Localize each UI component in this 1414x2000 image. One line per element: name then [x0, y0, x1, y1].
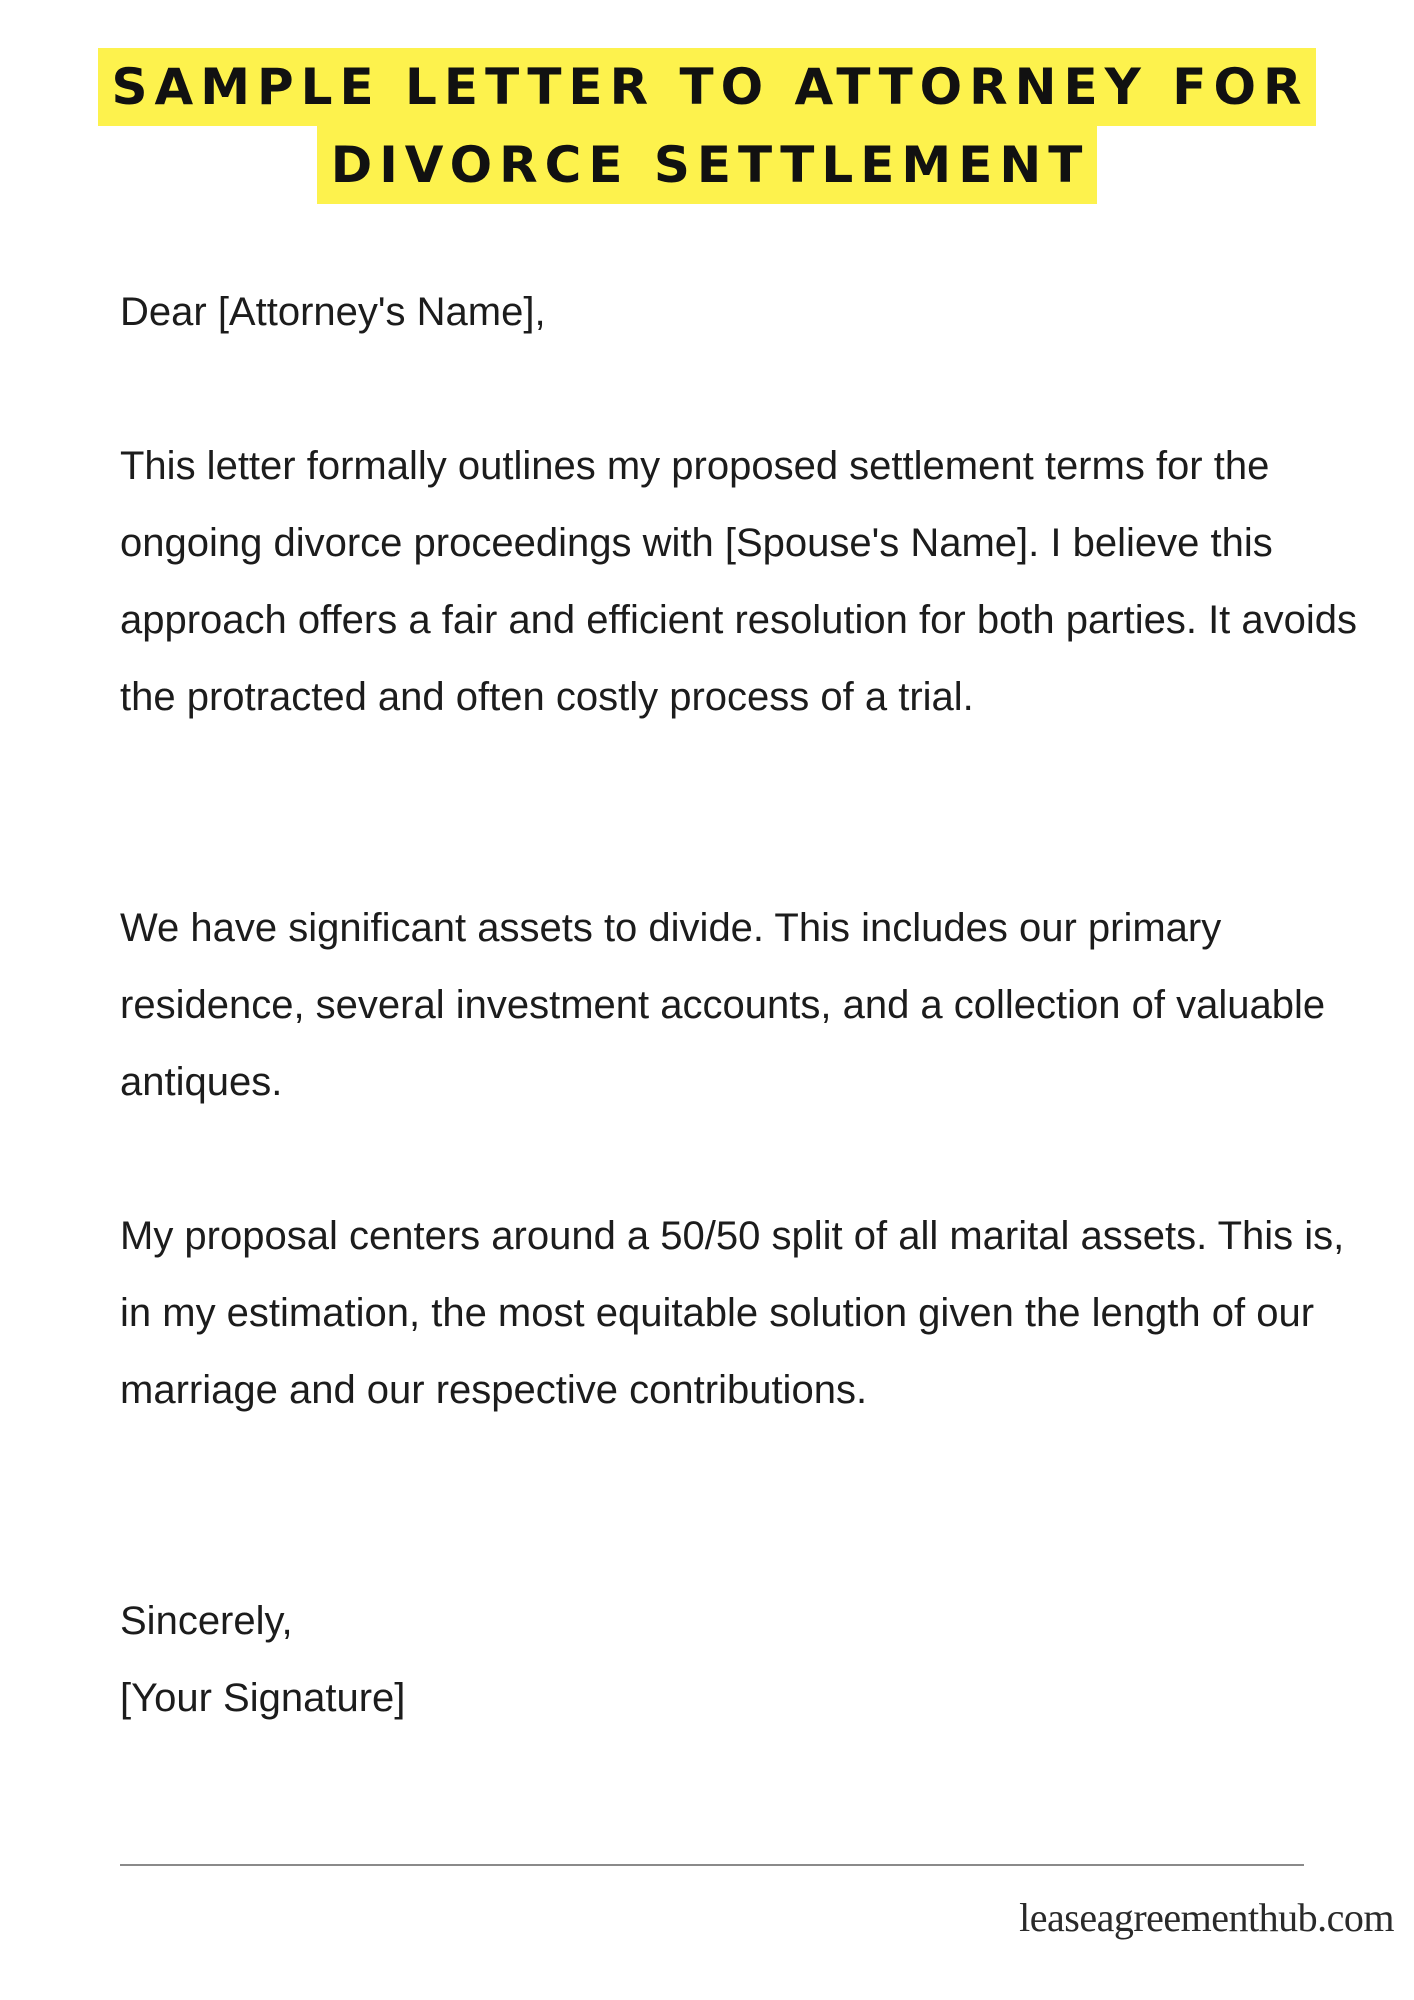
footer-divider [120, 1864, 1304, 1866]
letter-paragraph-3: My proposal centers around a 50/50 split of all marital assets. This is, in my estimation, the most equitable solution given the length of our marriage and our respective contributions. [120, 1214, 1345, 1412]
letter-paragraph-1: This letter formally outlines my proposed settlement terms for the ongoing divorce proceedings with [Spouse's Name]. I believe this approach offers a fair and efficient resolution for both parties. It avoids the protracted and often costly process of a trial. [120, 444, 1358, 719]
title-line-2: DIVORCE SETTLEMENT [317, 126, 1098, 204]
footer-brand: leaseagreementhub.com [1019, 1895, 1394, 1940]
page-title [0, 48, 1414, 204]
title-line-1: SAMPLE LETTER TO ATTORNEY FOR [98, 48, 1317, 126]
letter-signature: [Your Signature] [120, 1676, 406, 1720]
letter-paragraph-2: We have significant assets to divide. This includes our primary residence, several investment accounts, and a collection of valuable antiques. [120, 906, 1326, 1104]
letter-closing: Sincerely, [120, 1599, 293, 1643]
letter-salutation: Dear [Attorney's Name], [120, 290, 546, 334]
